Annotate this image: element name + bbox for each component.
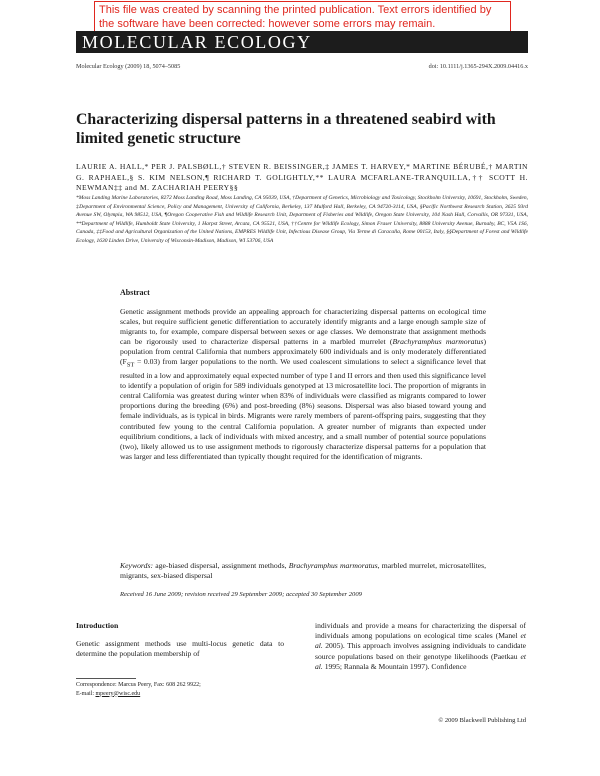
- et-al: et al.: [315, 651, 526, 671]
- scan-notice: This file was created by scanning the printed publication. Text errors identified by the software have been corrected: however some errors may remain.: [94, 1, 511, 33]
- copyright: © 2009 Blackwell Publishing Ltd: [438, 717, 526, 724]
- author-list: LAURIE A. HALL,* PER J. PALSBØLL,† STEVEN R. BEISSINGER,‡ JAMES T. HARVEY,* MARTINE BÉRUBÉ,† MARTIN G. RAPHAEL,§ S. KIM NELSON,¶ RICHARD T. GOLIGHTLY,** LAURA MCFARLANE-TRANQUILLA,†† SCOTT H. NEWMAN‡‡ and M. ZACHARIAH PEERY§§: [76, 162, 528, 192]
- keywords-text: age-biased dispersal, assignment methods,: [153, 561, 289, 570]
- introduction-heading: Introduction: [76, 621, 119, 630]
- fst-subscript: ST: [126, 362, 135, 369]
- journal-citation: Molecular Ecology (2009) 18, 5074–5085: [76, 63, 181, 70]
- keywords: [120, 561, 486, 581]
- species-name: Brachyramphus marmoratus: [392, 337, 484, 347]
- introduction-right-column: [315, 621, 526, 672]
- intro-text-part: individuals and provide a means for characterizing the dispersal of individuals among populations on ecological time scales (Manel: [315, 621, 526, 641]
- keywords-species: Brachyramphus marmoratus: [288, 561, 378, 570]
- author-affiliations: *Moss Landing Marine Laboratories, 8272 Moss Landing Road, Moss Landing, CA 95039, USA, †Department of Genetics, Microbiology and Toxicology, Stockholm University, 10691, Stockholm, Sweden, ‡Department of Environmental Science, Policy and Management, University of California, Berkeley, 137 Mulford Hall, Berkeley, CA 94720-3114, USA, §Pacific Northwest Research Station, 3625 93rd Avenue SW, Olympia, WA 98512, USA, ¶Oregon Cooperative Fish and Wildlife Research Unit, Department of Fisheries and Wildlife, Oregon State University, 104 Nash Hall, Corvallis, OR 97331, USA, **Department of Wildlife, Humboldt State University, 1 Harpst Street, Arcata, CA 95521, USA, ††Centre for Wildlife Ecology, Simon Fraser University, 8888 University Avenue, Burnaby, BC, V5A 1S6, Canada, ‡‡Food and Agricultural Organization of the United Nations, EMPRES Wildlife Unit, Infectious Disease Group, Via Terme di Caracalla, Rome 00153, Italy, §§Department of Forest and Wildlife Ecology, 1630 Linden Drive, University of Wisconsin-Madison, Madison, WI 53706, USA: [76, 195, 528, 244]
- keywords-text: , marbled murrelet, microsatellites, migrants, sex-biased dispersal: [120, 561, 486, 581]
- abstract-heading: Abstract: [120, 288, 150, 297]
- footnote-divider: [76, 678, 136, 679]
- abstract-text-part: Genetic assignment methods provide an appealing approach for characterizing dispersal patterns on ecological time scales, but require sufficient genetic differentiation to accurately identify migrants and a large enough sample size of migrants to, for example, compare dispersal between sexes or age classes. We demonstrate that assignment methods can be rigorously used to characterize dispersal patterns in a marbled murrelet (: [120, 307, 486, 347]
- correspondence-line: Correspondence: Marcus Peery, Fax: 608 262 9922;: [76, 682, 201, 688]
- abstract-text-part: ) population from central California that numbers approximately 600 individuals and is only moderately differentiated (F: [120, 337, 486, 367]
- abstract-body: [120, 307, 486, 462]
- intro-text-part: 2005). This approach involves assigning individuals to candidate source populations based on their genotype likelihoods (Paetkau: [315, 641, 526, 661]
- email-label: E-mail:: [76, 690, 96, 697]
- keywords-label: Keywords:: [120, 561, 154, 570]
- introduction-left-column: Genetic assignment methods use multi-locus genetic data to determine the population membership of: [76, 639, 284, 659]
- et-al: et al.: [315, 631, 526, 651]
- abstract-text-part: = 0.03) from larger populations to the north. We used coalescent simulations to select a significance level that resulted in a low and approximately equal expected number of type I and II errors and then used this significance level to identify a population of origin for 589 individuals genotyped at 13 microsatellite loci. The proportion of migrants in central California was greatest during winter when 83% of individuals were classified as migrants compared to lower proportions during the breeding (6%) and post-breeding (8%) seasons. Dispersal was also biased toward young and female individuals, as is typical in birds. Migrants were rarely members of parent-offspring pairs, suggesting that they contributed few young to the central California population. A greater number of migrants than expected under equilibrium conditions, a lack of individuals with mixed ancestry, and a small number of potential source populations (two), likely allowed us to use assignment methods to rigorously characterize dispersal patterns for a population that was larger and less differentiated than typically thought required for the identification of migrants.: [120, 357, 486, 461]
- received-dates: Received 16 June 2009; revision received 29 September 2009; accepted 30 September 2009: [120, 591, 362, 598]
- intro-text-part: 1995; Rannala & Mountain 1997). Confidence: [322, 661, 467, 671]
- email-link[interactable]: mpeery@wisc.edu: [95, 690, 141, 697]
- paper-title: Characterizing dispersal patterns in a threatened seabird with limited genetic structure: [76, 111, 496, 147]
- journal-doi: doi: 10.1111/j.1365-294X.2009.04416.x: [428, 63, 528, 70]
- journal-masthead: MOLECULAR ECOLOGY: [76, 31, 528, 53]
- correspondence: [76, 681, 284, 698]
